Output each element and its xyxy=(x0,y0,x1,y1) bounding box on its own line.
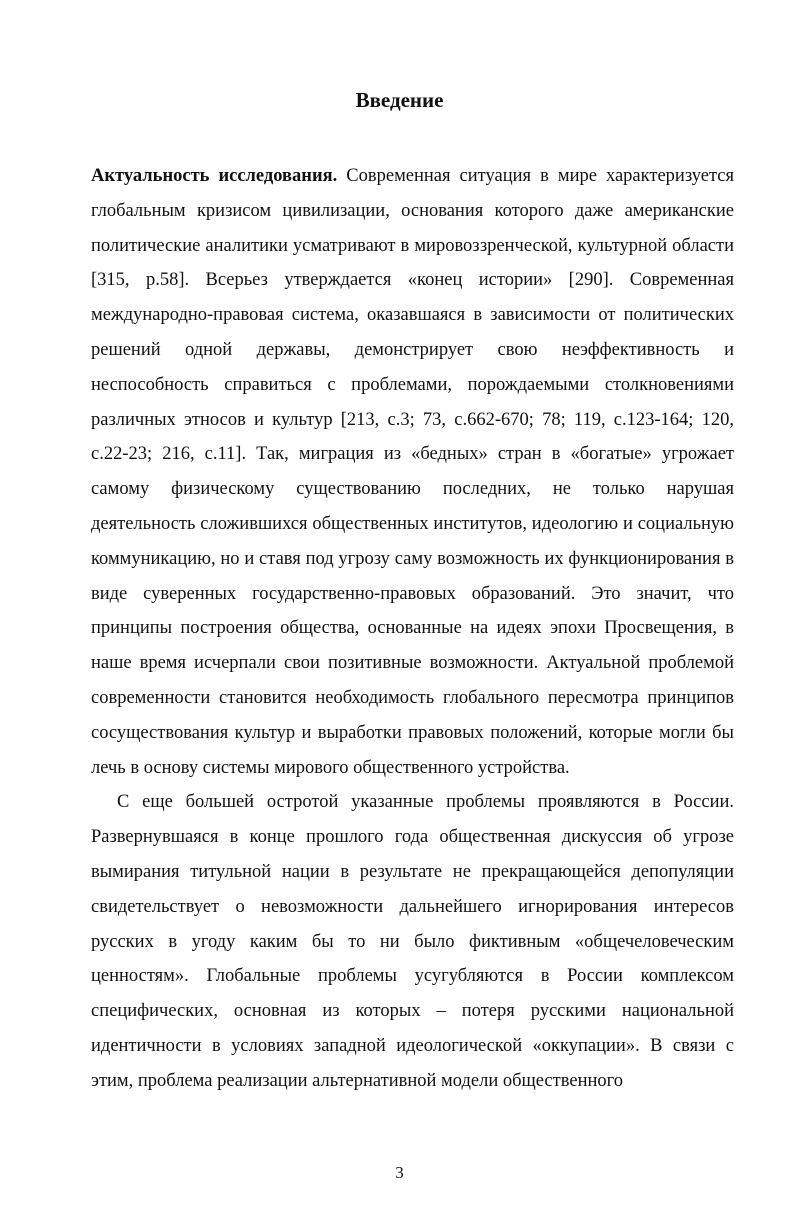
paragraph-lead-heading: Актуальность исследования. xyxy=(91,166,338,186)
paragraph-relevance xyxy=(91,159,734,785)
paragraph-text: Современная ситуация в мире характеризуется глобальным кризисом цивилизации, основания которого даже американские политические аналитики усматривают в мировоззренческой, культурной области [315, p.58]. Всерьез утверждается «конец истории» [290]. Современная международно-правовая система, оказавшаяся в зависимости от политических решений одной державы, демонстрирует свою неэффективность и неспособность справиться с проблемами, порождаемыми столкновениями различных этносов и культур [213, с.3; 73, с.662-670; 78; 119, с.123-164; 120, с.22-23; 216, с.11]. Так, миграция из «бедных» стран в «богатые» угрожает самому физическому существованию последних, не только нарушая деятельность сложившихся общественных институтов, идеологию и социальную коммуникацию, но и ставя под угрозу саму возможность их функционирования в виде суверенных государственно-правовых образований. Это значит, что принципы построения общества, основанные на идеях эпохи Просвещения, в наше время исчерпали свои позитивные возможности. Актуальной проблемой современности становится необходимость глобального пересмотра принципов сосуществования культур и выработки правовых положений, которые могли бы лечь в основу системы мирового общественного устройства. xyxy=(91,166,735,778)
body-text xyxy=(91,159,734,1099)
page-number: 3 xyxy=(395,1163,404,1182)
paragraph-text: С еще большей остротой указанные проблемы проявляются в России. Развернувшаяся в конце прошлого года общественная дискуссия об угрозе вымирания титульной нации в результате не прекращающейся депопуляции свидетельствует о невозможности дальнейшего игнорирования интересов русских в угоду каким бы то ни было фиктивным «общечеловеческим ценностям». Глобальные проблемы усугубляются в России комплексом специфических, основная из которых – потеря русскими национальной идентичности в условиях западной идеологической «оккупации». В связи с этим, проблема реализации альтернативной модели общественного xyxy=(91,792,734,1091)
page-title: Введение xyxy=(355,88,444,112)
paragraph-russia xyxy=(91,785,734,1098)
